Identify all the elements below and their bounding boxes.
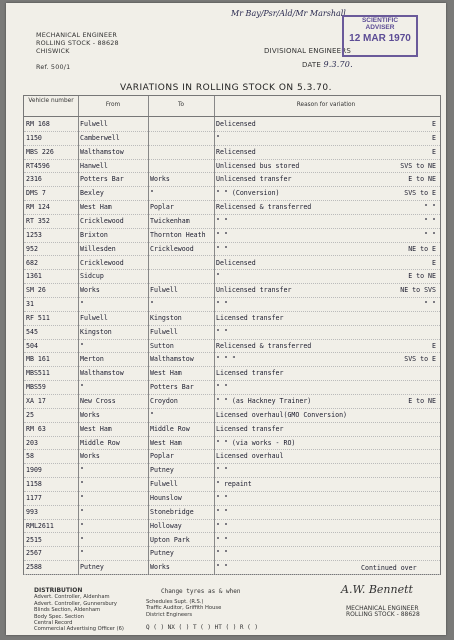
- cell-code: E to NE: [408, 397, 436, 405]
- cell-reason: " " (Conversion): [216, 189, 280, 198]
- cell-to: Thornton Heath: [150, 230, 206, 239]
- cell-reason: " ": [216, 493, 228, 502]
- cell-vehicle: 2515: [26, 535, 42, 544]
- cell-vehicle: MBS511: [26, 369, 50, 378]
- table-row: [24, 159, 440, 174]
- signatory-title: MECHANICAL ENGINEER: [346, 605, 419, 612]
- schedules-item: Traffic Auditor, Griffith House: [146, 605, 222, 612]
- cell-from: Fulwell: [80, 120, 108, 128]
- cell-vehicle: 25: [26, 410, 34, 419]
- cell-reason: Delicensed: [216, 120, 256, 128]
- from-line: ROLLING STOCK - 88628: [36, 39, 119, 47]
- cell-vehicle: 31: [26, 300, 34, 309]
- cell-vehicle: RT 352: [26, 216, 50, 225]
- cell-reason: Relicensed & transferred: [216, 341, 312, 350]
- cell-vehicle: 2316: [26, 175, 42, 184]
- cell-code: SVS to E: [404, 355, 436, 364]
- table-row: [24, 436, 440, 451]
- cell-from: Bexley: [80, 189, 104, 198]
- cell-vehicle: 545: [26, 327, 38, 336]
- cell-code: NE to E: [408, 244, 436, 253]
- cell-to: Fulwell: [150, 286, 178, 295]
- cell-reason: " ": [216, 244, 228, 253]
- variations-table: [23, 95, 441, 575]
- cell-code: " ": [424, 230, 436, 239]
- cell-from: West Ham: [80, 203, 112, 212]
- table-row: [24, 200, 440, 215]
- page-title: VARIATIONS IN ROLLING STOCK ON 5.3.70.: [120, 83, 332, 93]
- cell-vehicle: 1177: [26, 493, 42, 502]
- cell-reason: Licensed transfer: [216, 313, 284, 322]
- header-from: From: [105, 102, 121, 108]
- date-block: [302, 61, 353, 69]
- received-stamp: [342, 15, 418, 57]
- cell-from: Works: [80, 286, 100, 295]
- distribution-item: Central Record: [34, 620, 73, 627]
- table-row: [24, 546, 440, 561]
- table-row: [24, 269, 440, 284]
- cell-to: Upton Park: [150, 535, 190, 544]
- cell-vehicle: MB 161: [26, 355, 50, 364]
- reference: Ref. 500/1: [36, 63, 71, 71]
- table-row: [24, 505, 440, 520]
- cell-reason: " ": [216, 383, 228, 392]
- date-label: DATE: [302, 61, 322, 69]
- cell-vehicle: 682: [26, 258, 38, 267]
- cell-to: Cricklewood: [150, 244, 194, 253]
- cell-vehicle: 1253: [26, 230, 42, 239]
- cell-to: Potters Bar: [150, 383, 194, 392]
- cell-code: " ": [424, 203, 436, 212]
- cell-to: Works: [150, 563, 170, 572]
- cell-to: Holloway: [150, 521, 182, 530]
- cell-from: ": [80, 535, 84, 544]
- schedules-item: District Engineers: [146, 611, 193, 618]
- cell-to: Hounslow: [150, 493, 182, 502]
- cell-from: ": [80, 341, 84, 350]
- cell-vehicle: 2588: [26, 563, 42, 572]
- cell-vehicle: DMS 7: [26, 189, 46, 198]
- table-row: [24, 519, 440, 534]
- cell-vehicle: 993: [26, 507, 38, 516]
- cell-from: Walthamstow: [80, 147, 124, 156]
- table-row: [24, 131, 440, 146]
- cell-reason: " " (via works - RO): [216, 438, 296, 447]
- cell-vehicle: 1150: [26, 133, 42, 142]
- distribution-item: Commercial Advertising Officer (6): [34, 626, 124, 633]
- cell-reason: " ": [216, 563, 228, 572]
- cell-vehicle: RF 511: [26, 313, 50, 322]
- cell-to: Stonebridge: [150, 507, 194, 516]
- table-row: [24, 145, 440, 160]
- cell-to: Poplar: [150, 452, 174, 461]
- cell-vehicle: 504: [26, 341, 38, 350]
- cell-vehicle: 1158: [26, 480, 42, 489]
- cell-to: West Ham: [150, 369, 182, 378]
- distribution-list: [34, 588, 124, 633]
- table-row: [24, 311, 440, 326]
- cell-from: Willesden: [80, 244, 116, 253]
- cell-reason: " ": [216, 521, 228, 530]
- table-row: [24, 228, 440, 243]
- cell-to: Fulwell: [150, 480, 178, 489]
- cell-from: Walthamstow: [80, 369, 124, 378]
- cell-vehicle: 1361: [26, 272, 42, 281]
- tyre-codes: Q ( ) NX ( ) T ( ) HT ( ) R ( ): [146, 624, 258, 631]
- cell-from: Cricklewood: [80, 258, 124, 267]
- cell-reason: Licensed transfer: [216, 424, 284, 433]
- signatory-block: [346, 606, 420, 619]
- cell-reason: " ": [216, 216, 228, 225]
- cell-code: E: [432, 341, 436, 350]
- cell-to: Works: [150, 175, 170, 184]
- cell-reason: " ": [216, 549, 228, 558]
- cell-reason: Delicensed: [216, 258, 256, 267]
- table-row: [24, 283, 440, 298]
- table-row: [24, 117, 440, 132]
- cell-from: Hanwell: [80, 161, 108, 170]
- cell-from: Kingston: [80, 327, 112, 336]
- stamp-line: ADVISER: [365, 24, 395, 31]
- cell-reason: " repaint: [216, 480, 252, 489]
- cell-from: Cricklewood: [80, 216, 124, 225]
- cell-reason: " ": [216, 466, 228, 475]
- cell-from: ": [80, 521, 84, 530]
- cell-vehicle: 203: [26, 438, 38, 447]
- cell-from: Works: [80, 410, 100, 419]
- cell-from: ": [80, 383, 84, 392]
- cell-reason: " ": [216, 300, 228, 309]
- distribution-item: Advert. Controller, Aldenham: [34, 594, 110, 601]
- table-row: [24, 463, 440, 478]
- cell-code: NE to SVS: [400, 286, 436, 295]
- signatory-sub: ROLLING STOCK - 88628: [346, 611, 420, 619]
- cell-from: Middle Row: [80, 438, 120, 447]
- distribution-item: Body Spec. Section: [34, 613, 84, 620]
- cell-from: ": [80, 466, 84, 475]
- table-row: [24, 242, 440, 257]
- cell-reason: " ": [216, 535, 228, 544]
- table-row: [24, 491, 440, 506]
- cell-code: SVS to NE: [400, 161, 436, 170]
- table-row: [24, 366, 440, 381]
- cell-code: " ": [424, 300, 436, 309]
- table-row: [24, 394, 440, 409]
- table-row: [24, 172, 440, 187]
- cell-from: ": [80, 480, 84, 489]
- date-value: 9.3.70.: [323, 60, 353, 69]
- cell-vehicle: SM 26: [26, 286, 46, 295]
- table-row: [24, 408, 440, 423]
- cell-to: Croydon: [150, 397, 178, 405]
- cell-to: Walthamstow: [150, 355, 194, 364]
- cell-from: New Cross: [80, 397, 116, 405]
- continued-note: Continued over: [361, 564, 417, 572]
- cell-vehicle: XA 17: [26, 397, 46, 405]
- header-vehicle: Vehicle number: [28, 98, 74, 104]
- cell-reason: " " ": [216, 355, 236, 364]
- table-row: [24, 352, 440, 367]
- cell-to: Putney: [150, 549, 174, 558]
- cell-to: Middle Row: [150, 424, 190, 433]
- table-row: [24, 477, 440, 492]
- cell-code: " ": [424, 216, 436, 225]
- cell-reason: Relicensed: [216, 147, 256, 156]
- cell-vehicle: 58: [26, 452, 34, 461]
- table-row: [24, 449, 440, 464]
- distribution-item: Advert. Controller, Gunnersbury: [34, 600, 117, 607]
- cell-vehicle: RM 63: [26, 424, 46, 433]
- cell-code: E to NE: [408, 272, 436, 281]
- to-divisional-engineers: DIVISIONAL ENGINEERS: [264, 47, 352, 55]
- table-row: [24, 533, 440, 548]
- document-page: [6, 3, 446, 635]
- table-row: [24, 186, 440, 201]
- table-row: [24, 297, 440, 312]
- cell-from: Putney: [80, 563, 104, 572]
- schedules-list: [146, 599, 221, 618]
- cell-vehicle: MBS59: [26, 383, 46, 392]
- cell-reason: ": [216, 133, 220, 142]
- cell-code: SVS to E: [404, 189, 436, 198]
- cell-vehicle: 1909: [26, 466, 42, 475]
- cell-reason: Unlicensed transfer: [216, 286, 292, 295]
- cell-vehicle: MBS 226: [26, 147, 54, 156]
- cell-to: Twickenham: [150, 216, 190, 225]
- cell-from: ": [80, 507, 84, 516]
- cell-from: Camberwell: [80, 133, 120, 142]
- cell-reason: Relicensed & transferred: [216, 203, 312, 212]
- cell-code: E: [432, 147, 436, 156]
- cell-reason: Licensed overhaul: [216, 452, 284, 461]
- cell-to: ": [150, 300, 154, 309]
- schedules-item: Schedules Supt. (R.S.): [146, 599, 204, 605]
- cell-vehicle: RM 124: [26, 203, 50, 212]
- cell-to: West Ham: [150, 438, 182, 447]
- change-tyres-note: Change tyres as & when: [161, 588, 241, 595]
- cell-to: Kingston: [150, 313, 182, 322]
- cell-code: E to NE: [408, 175, 436, 184]
- distribution-title: DISTRIBUTION: [34, 587, 83, 594]
- cell-to: Sutton: [150, 341, 174, 350]
- cell-from: Brixton: [80, 230, 108, 239]
- cell-to: Poplar: [150, 203, 174, 212]
- cell-reason: " ": [216, 327, 228, 336]
- cell-from: Works: [80, 452, 100, 461]
- cell-from: ": [80, 493, 84, 502]
- cell-from: Potters Bar: [80, 175, 124, 184]
- cell-from: ": [80, 300, 84, 309]
- cell-code: E: [432, 133, 436, 142]
- cell-reason: " ": [216, 230, 228, 239]
- table-row: [24, 256, 440, 271]
- cell-reason: Licensed overhaul(GMO Conversion): [216, 410, 348, 419]
- cell-to: ": [150, 189, 154, 198]
- stamp-date: 12 MAR 1970: [349, 33, 411, 44]
- cell-to: Putney: [150, 466, 174, 475]
- table-row: [24, 214, 440, 229]
- cell-reason: Licensed transfer: [216, 369, 284, 378]
- header-to: To: [177, 102, 185, 108]
- signature: A.W. Bennett: [341, 583, 413, 596]
- from-line: CHISWICK: [36, 47, 70, 55]
- from-line: MECHANICAL ENGINEER: [36, 31, 118, 39]
- cell-from: West Ham: [80, 424, 112, 433]
- cell-vehicle: 2567: [26, 549, 42, 558]
- cell-vehicle: 952: [26, 244, 38, 253]
- cell-reason: " ": [216, 507, 228, 516]
- table-row: [24, 325, 440, 340]
- stamp-line: SCIENTIFIC: [361, 17, 399, 24]
- cell-vehicle: RM 168: [26, 120, 50, 128]
- cell-vehicle: RML2611: [26, 521, 54, 530]
- handwritten-routing: Mr Bay/Psr/Ald/Mr Marshall: [231, 9, 346, 18]
- table-row: [24, 380, 440, 395]
- cell-to: ": [150, 410, 154, 419]
- cell-reason: ": [216, 272, 220, 281]
- cell-reason: Unlicensed transfer: [216, 175, 292, 184]
- cell-reason: Unlicensed bus stored: [216, 161, 300, 170]
- from-block: [36, 31, 119, 55]
- header-reason: Reason for variation: [296, 102, 356, 108]
- distribution-item: Blinds Section, Aldenham: [34, 607, 101, 614]
- cell-vehicle: RT4596: [26, 161, 50, 170]
- cell-from: Sidcup: [80, 272, 104, 281]
- cell-code: E: [432, 120, 436, 128]
- table-row: [24, 422, 440, 437]
- cell-from: Merton: [80, 355, 104, 364]
- cell-to: Fulwell: [150, 327, 178, 336]
- cell-from: ": [80, 549, 84, 558]
- cell-code: E: [432, 258, 436, 267]
- cell-from: Fulwell: [80, 313, 108, 322]
- cell-reason: " " (as Hackney Trainer): [216, 397, 312, 405]
- table-row: [24, 339, 440, 354]
